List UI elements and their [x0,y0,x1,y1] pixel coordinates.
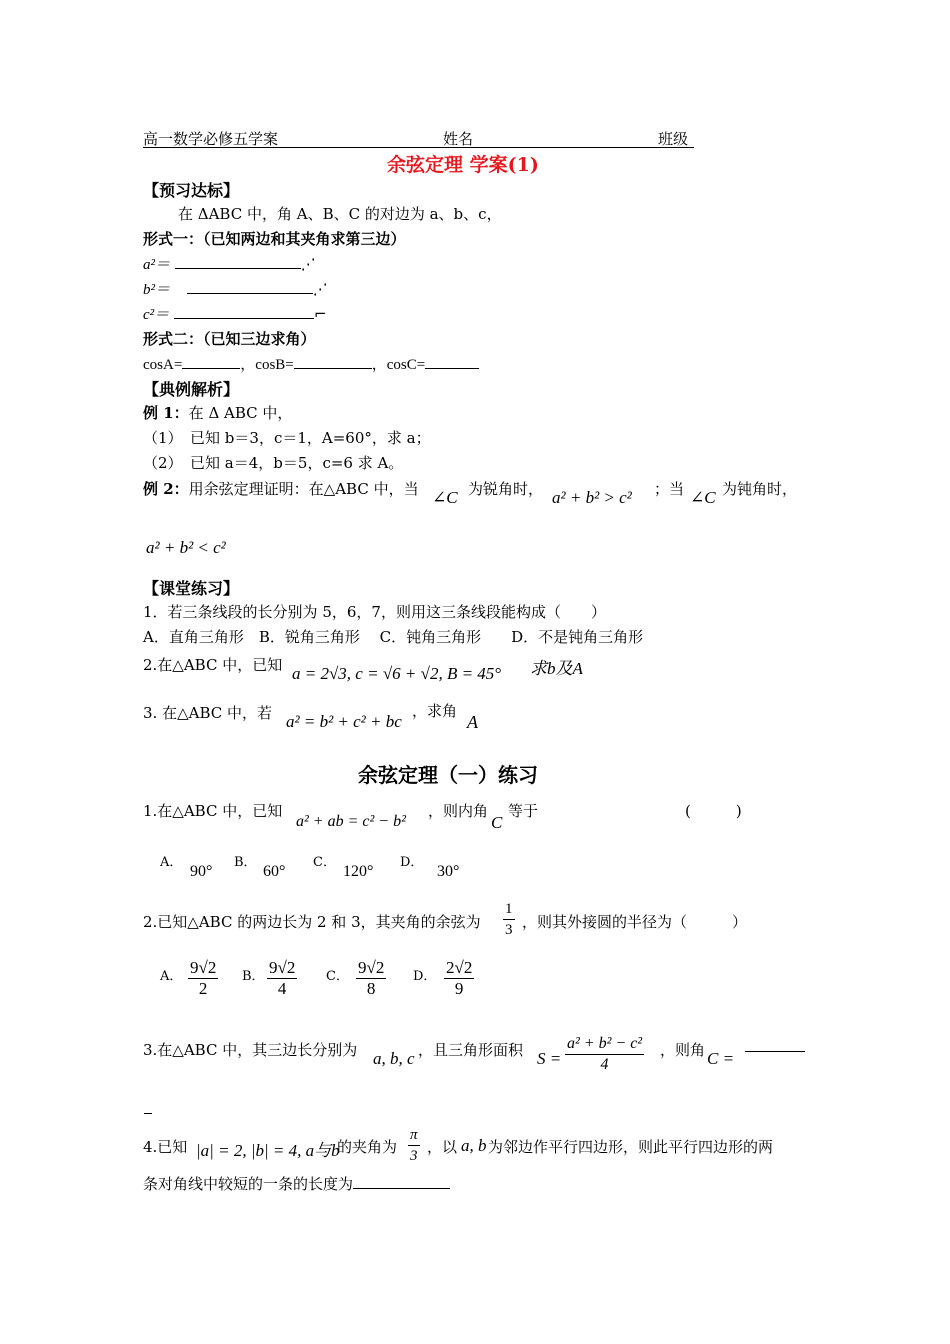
cosA-label: cosA= [143,357,183,373]
c2-blank[interactable] [174,304,314,319]
practice-q1: 1．若三条线段的长分别为 5，6，7，则用这三条线段能构成（ ） [143,603,606,621]
ex-q4-line2-text: 条对角线中较短的一条的长度为 [143,1175,354,1193]
ex-q1-option-b-label: B． [234,855,257,870]
ex-q3-suffix: ，则角 [660,1041,706,1059]
ex-q4-ab: a, b [461,1136,487,1155]
practice-q3-var: A [467,712,478,732]
ex-q1-option-c-label: C． [313,855,336,870]
ex-q4-fraction [408,1125,420,1166]
ex-q2-option-c-num: 9√2 [358,958,385,977]
ex1-text: 在 Δ ABC 中， [188,404,293,422]
ex2-text4: 为钝角时， [722,480,798,498]
ex-q2-option-d-label: D． [413,969,437,984]
ex-q2-option-c-label: C． [326,969,349,984]
ex-q2-option-a-den: 2 [198,979,208,998]
a2-sep: ⋰ [300,255,316,273]
ex-q2-option-a-frac [188,958,218,999]
ex-q3-sides: a, b, c [373,1049,415,1068]
b2-line [143,278,328,299]
ex-q2-frac-den: 3 [505,922,513,938]
ex-q4-blank[interactable] [353,1174,450,1189]
ex-q2-option-c-frac [356,958,386,999]
ex2-line [143,478,419,499]
form1-label: 形式一：（已知两边和其夹角求第三边） [143,230,406,248]
ex-q2-option-b-label: B． [242,969,265,984]
b2-blank[interactable] [187,279,313,294]
c2-sep: ⌐ [313,305,327,323]
cosB-label: ，cosB= [240,357,294,373]
ex-q1-math: a² + ab = c² − b² [296,813,406,830]
a2-label: a²＝ [143,257,170,273]
ex-q2-option-d [444,958,474,999]
practice-q2-math: a = 2√3, c = √6 + √2, B = 45° [292,664,502,683]
ex-q1-option-a-label: A． [160,855,183,870]
practice-heading: 【课堂练习】 [143,579,240,598]
ex1-line [143,402,292,423]
form1-line [143,228,406,249]
ex-q2-option-b [267,958,297,999]
header-class-label: 班级 [658,130,689,148]
cosA-blank[interactable] [182,354,240,369]
ex2-angle-2: ∠C [690,488,716,507]
ex2-text3: ；当 [654,480,685,498]
preview-intro: 在 ΔABC 中，角 A、B、C 的对边为 a、b、c， [178,205,502,223]
c2-label: c²＝ [143,307,170,323]
ex1-part2: （2） 已知 a＝4，b＝5，c=6 求 A。 [143,454,404,472]
ex-q3-prefix: 3.在△ABC 中，其三边长分别为 [143,1041,358,1059]
practice-q3-prefix: 3. 在△ABC 中，若 [143,704,272,722]
a2-line [143,253,316,274]
ex-q1-option-a-value: 90° [190,863,213,880]
cosB-blank[interactable] [294,354,372,369]
ex-q2-option-a-label: A． [160,969,183,984]
ex-q3-S: S = [537,1049,562,1068]
c2-line [143,303,327,324]
ex-q1-var: C [491,813,503,832]
ex-q2-frac-num: 1 [503,899,515,920]
ex1-part1: （1） 已知 b＝3，c＝1，A=60°，求 a； [143,429,431,447]
ex-q2-option-c-den: 8 [366,979,376,998]
ex2-label: 例 2： [143,480,189,498]
ex-q2-option-b-frac [267,958,297,999]
ex-q2-option-b-num: 9√2 [269,958,296,977]
cosC-label: ，cosC= [371,357,426,373]
ex-q3-mid: ，且三角形面积 [418,1041,524,1059]
ex1-label: 例 1： [143,404,189,422]
form2-label: 形式二：（已知三边求角） [143,330,316,348]
practice-q2-prefix: 2.在△ABC 中，已知 [143,656,283,674]
exercise-title: 余弦定理（一）练习 [358,763,538,787]
ex-q3-blank-tail [144,1112,152,1114]
ex-q1-option-d-value: 30° [437,863,460,880]
ex-q2-option-a [188,958,218,999]
a2-blank[interactable] [175,254,301,269]
cosC-blank[interactable] [425,354,479,369]
ex-q1-option-b-value: 60° [263,863,286,880]
ex-q2-frac [503,899,515,940]
page-title: 余弦定理 学案(1) [387,154,539,176]
ex-q3-fraction [565,1034,644,1075]
header-name-label: 姓名 [443,130,474,148]
header-bar [143,128,694,148]
ex2-ineq2: a² + b² < c² [146,538,226,557]
ex-q1-mid: ，则内角 [428,802,489,820]
ex2-text2: 为锐角时， [468,480,544,498]
ex-q3-den: 4 [600,1056,609,1073]
ex2-text1: 用余弦定理证明：在△ABC 中，当 [188,480,419,498]
ex-q4-prefix: 4.已知 [143,1138,188,1156]
practice-q3-math: a² = b² + c² + bc [286,712,402,731]
examples-heading: 【典例解析】 [143,380,240,399]
ex-q4-mid: 的夹角为 [337,1138,398,1156]
ex-q2-option-b-den: 4 [277,979,287,998]
ex-q4-frac-num: π [408,1125,420,1146]
ex-q4-frac-den: 3 [410,1148,418,1164]
ex-q2-prefix: 2.已知△ABC 的两边长为 2 和 3，其夹角的余弦为 [143,913,481,931]
ex-q1-suffix: 等于 [508,802,539,820]
preview-heading: 【预习达标】 [143,181,240,200]
b2-sep: ⋰ [312,280,328,298]
ex-q3-frac [565,1034,644,1075]
practice-q1-options: A．直角三角形 B．锐角三角形 C．钝角三角形 D．不是钝角三角形 [143,628,644,646]
ex-q1-prefix: 1.在△ABC 中，已知 [143,802,283,820]
ex-q1-paren: ( ) [685,802,742,820]
ex-q3-C: C = [707,1049,735,1068]
ex-q2-option-d-frac [444,958,474,999]
ex-q2-fraction [503,899,515,940]
ex-q1-option-d-label: D． [400,855,424,870]
ex2-ineq1: a² + b² > c² [552,488,632,507]
ex-q4-math: |a| = 2, |b| = 4, a与b [196,1141,340,1160]
ex-q2-option-d-den: 9 [454,979,464,998]
ex-q2-option-d-num: 2√2 [446,958,473,977]
ex-q3-blank[interactable] [745,1050,805,1052]
practice-q3-suffix: ，求角 [412,702,458,720]
b2-label: b²＝ [143,282,170,298]
ex-q1-option-c-value: 120° [343,863,374,880]
ex2-angle-1: ∠C [432,488,458,507]
cos-line [143,353,479,374]
ex-q4-frac [408,1125,420,1166]
ex-q2-option-a-num: 9√2 [190,958,217,977]
ex-q3-num: a² + b² − c² [565,1034,644,1055]
ex-q2-option-c [356,958,386,999]
header-subject: 高一数学必修五学案 [143,130,279,148]
ex-q4-mid2: ，以 [427,1138,458,1156]
ex-q2-suffix: ，则其外接圆的半径为（ ） [522,913,748,931]
ex-q4-suffix: 为邻边作平行四边形，则此平行四边形的两 [488,1138,774,1156]
ex-q4-line2 [143,1173,450,1194]
practice-q2-suffix: 求b及A [530,659,583,678]
